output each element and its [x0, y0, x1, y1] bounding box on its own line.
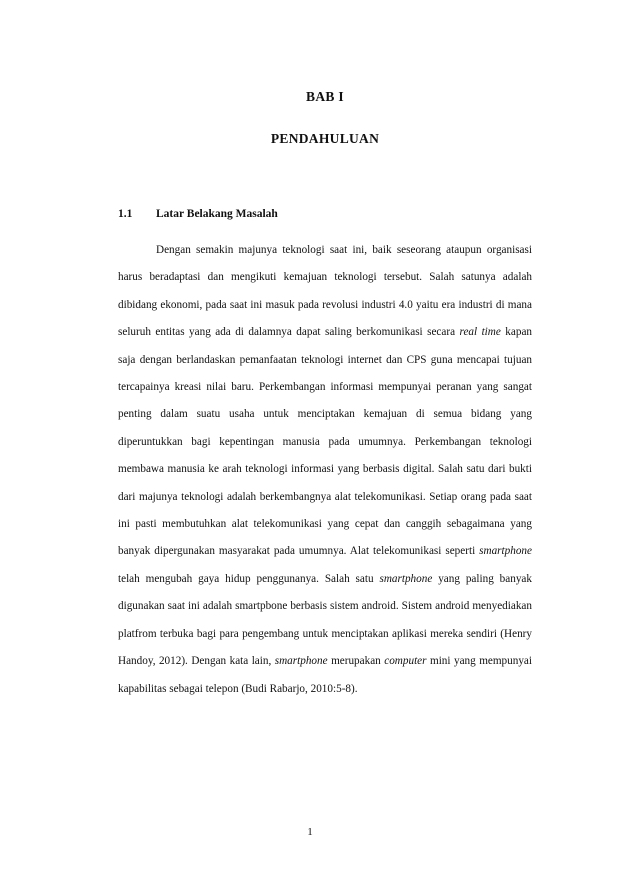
paragraph-text: telah mengubah gaya hidup penggunanya. Salah satu: [118, 572, 380, 585]
paragraph-text: yang paling banyak digunakan saat ini adalah smartpbone berbasis sistem android. Sistem android menyediakan platfrom terbuka bagi para pengembang untuk menciptakan aplikasi mereka sendiri (Henry Handoy, 2012). Dengan kata lain,: [118, 572, 532, 668]
paragraph-text: mini yang mempunyai kapabilitas sebagai telepon (Budi Rabarjo, 2010:5-8).: [118, 655, 533, 695]
paragraph-text: merupakan: [327, 655, 385, 668]
section-heading: [118, 208, 278, 220]
italic-term: smartphone: [379, 572, 433, 585]
section-number: 1.1: [118, 208, 133, 220]
body-paragraph: [118, 237, 532, 703]
italic-term: smartphone: [274, 655, 328, 668]
italic-term: real time: [459, 326, 501, 339]
chapter-number: BAB I: [306, 89, 344, 104]
paragraph-text: Dengan semakin majunya teknologi saat ini, baik seseorang ataupun organisasi harus beradaptasi dan mengikuti kemajuan teknologi tersebut. Salah satunya adalah dibidang ekonomi, pada saat ini masuk pada revolusi industri 4.0 yaitu era industri di mana seluruh entitas yang ada di dalamnya dapat saling berkomunikasi secara: [118, 244, 532, 339]
italic-term: computer: [384, 655, 427, 668]
page-number: 1: [307, 826, 313, 838]
paragraph-text: kapan saja dengan berlandaskan pemanfaatan teknologi internet dan CPS guna mencapai tujuan tercapainya kreasi nilai baru. Perkembangan informasi mempunyai peranan yang sangat penting dalam suatu usaha untuk menciptakan kemajuan di semua bidang yang diperuntukkan bagi kepentingan manusia pada umumnya. Perkembangan teknologi membawa manusia ke arah teknologi informasi yang berbasis digital. Salah satu dari bukti dari majunya teknologi adalah berkembangnya alat telekomunikasi. Setiap orang pada saat ini pasti membutuhkan alat telekomunikasi yang cepat dan canggih sebagaimana yang banyak dipergunakan masyarakat pada umumnya. Alat telekomunikasi seperti: [118, 326, 533, 558]
chapter-title: PENDAHULUAN: [270, 131, 380, 146]
italic-term: smartphone: [479, 545, 532, 558]
section-title: Latar Belakang Masalah: [156, 208, 278, 220]
